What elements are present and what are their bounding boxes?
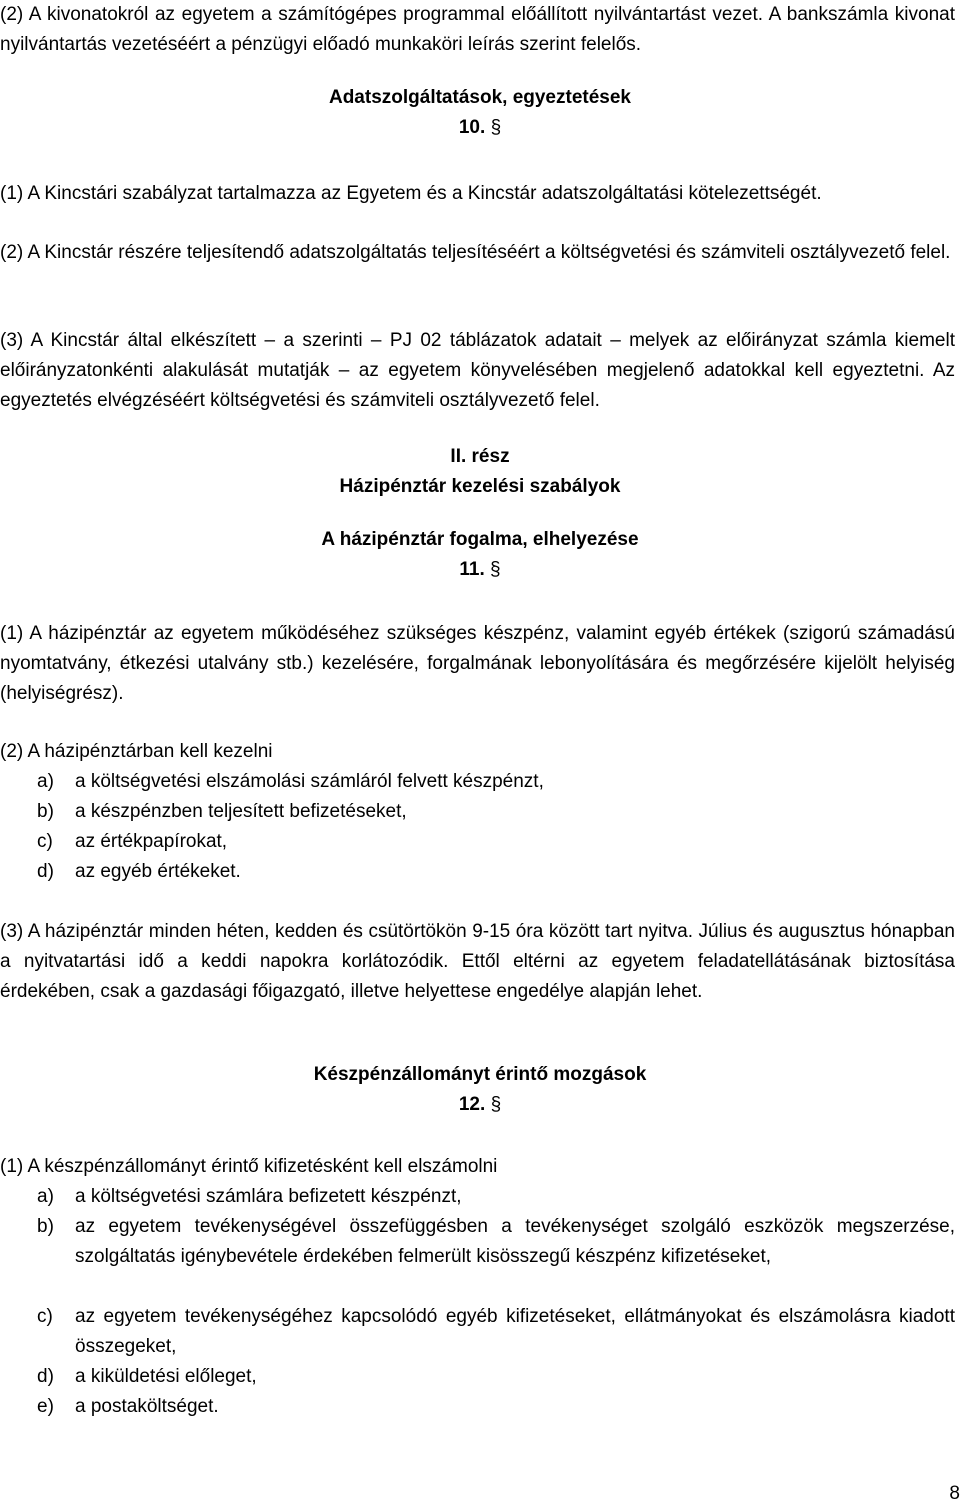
list-item-text: az egyetem tevékenységével összefüggésben a tevékenységet szolgáló eszközök megszerzése, szolgáltatás igénybevétele érdekében felmerült kisösszegű készpénz kifizetéseket, [75, 1216, 955, 1267]
part-2-title: Házipénztár kezelési szabályok [339, 476, 621, 497]
section-10-heading: Adatszolgáltatások, egyeztetések [328, 87, 631, 108]
intro-paragraph-2: (2) A kivonatokról az egyetem a számítógépes programmal előállított nyilvántartást vezet. A bankszámla kivonat nyilvántartás vezetéséért a pénzügyi előadó munkaköri leírás szerint felelős. [0, 4, 955, 55]
list-item-text: a postaköltséget. [75, 1396, 219, 1417]
section-11-number [0, 555, 960, 585]
list-item [37, 857, 955, 887]
list-item [37, 1362, 955, 1392]
list-item-label: c) [37, 831, 53, 852]
list-item [37, 1392, 955, 1422]
section-sign-icon: § [490, 117, 502, 138]
section-sign-icon: § [490, 559, 501, 580]
list-item-label: b) [37, 1216, 54, 1237]
list-item-text: a kiküldetési előleget, [75, 1366, 257, 1387]
list-item-label: e) [37, 1396, 54, 1417]
list-item-text: az egyetem tevékenységéhez kapcsolódó egyéb kifizetéseket, ellátmányokat és elszámolásra kiadott összegeket, [75, 1306, 955, 1357]
list-item-text: az egyéb értékeket. [75, 861, 241, 882]
section-10-paragraph-3: (3) A Kincstár által elkészített – a szerinti – PJ 02 táblázatok adatait – melyek az előirányzat számla kiemelt előirányzatonkénti alakulását mutatják – az egyetem könyvelésében megjelenő adatokkal kell egyeztetni. Az egyeztetés elvégzéséért költségvetési és számviteli osztályvezető felel. [0, 330, 955, 411]
list-item-text: a költségvetési számlára befizetett készpénzt, [75, 1186, 462, 1207]
part-2-label: II. rész [450, 446, 510, 467]
section-12-number-text: 12. [458, 1094, 486, 1115]
section-11-heading: A házipénztár fogalma, elhelyezése [321, 529, 639, 550]
page-number: 8 [949, 1483, 960, 1504]
list-item [37, 767, 955, 797]
section-10-paragraph-1: (1) A Kincstári szabályzat tartalmazza az Egyetem és a Kincstár adatszolgáltatási kötelezettségét. [0, 183, 822, 204]
list-item-text: a készpénzben teljesített befizetéseket, [75, 801, 407, 822]
section-11-paragraph-2-intro: (2) A házipénztárban kell kezelni [0, 741, 273, 762]
section-12-paragraph-1-intro: (1) A készpénzállományt érintő kifizetésként kell elszámolni [0, 1156, 498, 1177]
list-item-label: d) [37, 1366, 54, 1387]
section-sign-icon: § [490, 1094, 502, 1115]
section-10-paragraph-2: (2) A Kincstár részére teljesítendő adatszolgáltatás teljesítéséért a költségvetési és számviteli osztályvezető felel. [0, 242, 951, 263]
list-item-label: a) [37, 771, 54, 792]
section-12-heading: Készpénzállományt érintő mozgások [313, 1064, 647, 1085]
list-item-label: c) [37, 1306, 53, 1327]
section-11-paragraph-3: (3) A házipénztár minden héten, kedden és csütörtökön 9-15 óra között tart nyitva. Július és augusztus hónapban a nyitvatartási idő a keddi napokra korlátozódik. Ettől eltérni az egyetem feladatellátásának biztosítása érdekében, csak a gazdasági főigazgató, illetve helyettese engedélye alapján lehet. [0, 921, 955, 1002]
list-item [37, 827, 955, 857]
list-item [37, 1302, 955, 1362]
section-10-number-text: 10. [458, 117, 486, 138]
section-12-number [0, 1090, 960, 1120]
list-item [37, 1212, 955, 1272]
list-item-text: a költségvetési elszámolási számláról felvett készpénzt, [75, 771, 544, 792]
section-11-number-text: 11. [459, 559, 485, 580]
list-item [37, 1182, 955, 1212]
list-item-label: b) [37, 801, 54, 822]
section-11-paragraph-1: (1) A házipénztár az egyetem működéséhez szükséges készpénz, valamint egyéb értékek (szigorú számadású nyomtatvány, étkezési utalvány stb.) kezelésére, forgalmának lebonyolítására és megőrzésére kijelölt helyiség (helyiségrész). [0, 623, 955, 704]
section-10-number [0, 113, 960, 143]
list-item [37, 797, 955, 827]
list-item-label: a) [37, 1186, 54, 1207]
list-item-text: az értékpapírokat, [75, 831, 228, 852]
list-item-label: d) [37, 861, 54, 882]
